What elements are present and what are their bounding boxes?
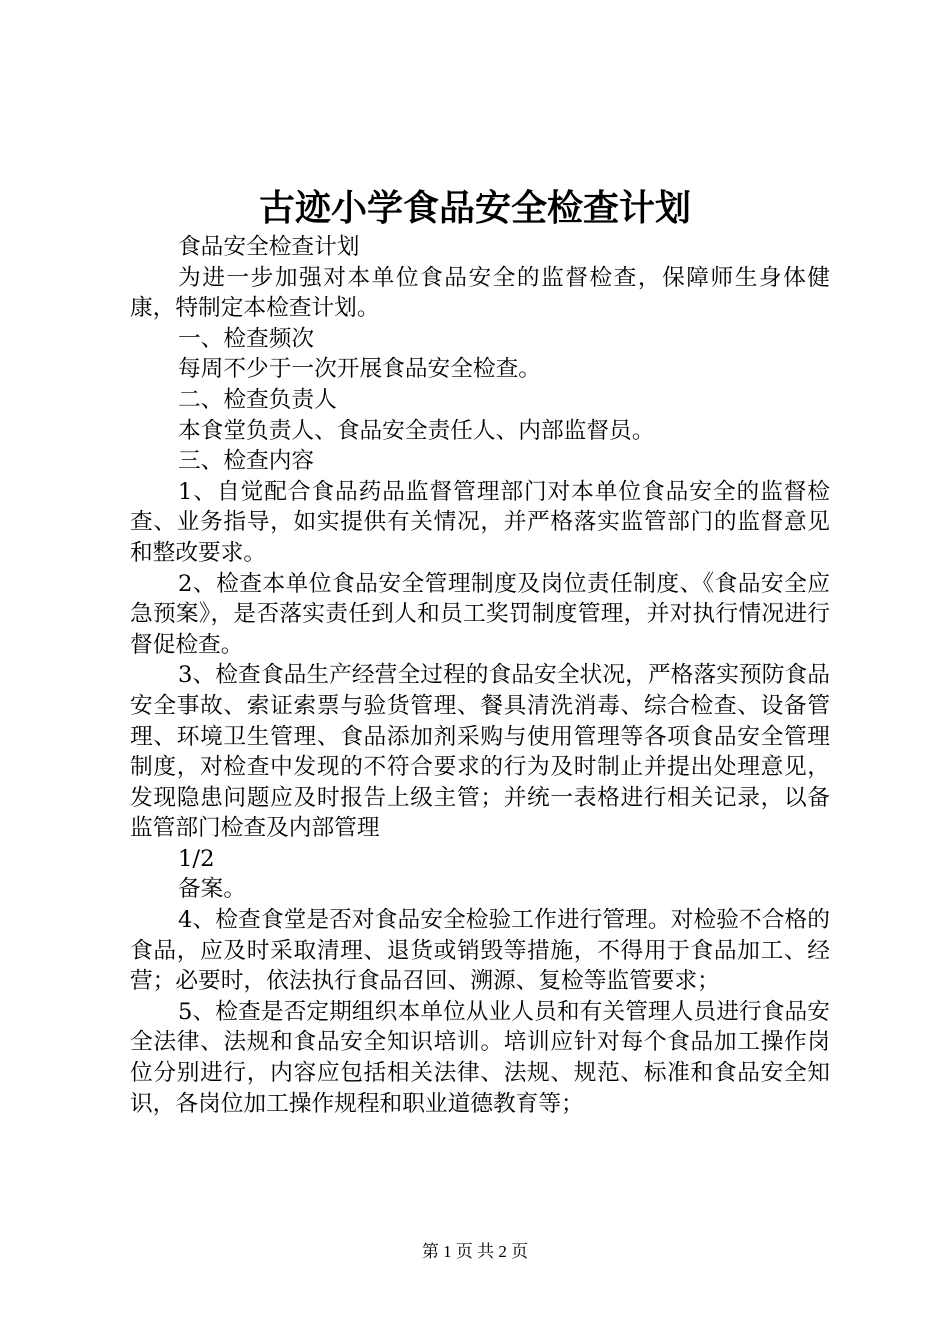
paragraph-subtitle: 食品安全检查计划 [178, 234, 360, 260]
paragraph-item-2: 2、检查本单位食品安全管理制度及岗位责任制度、《食品安全应急预案》，是否落实责任到人和员工奖罚制度管理，并对执行情况进行督促检查。 [130, 570, 830, 658]
paragraph-responsible: 本食堂负责人、食品安全责任人、内部监督员。 [178, 417, 655, 444]
document-body [130, 232, 830, 1119]
section-heading-content: 三、检查内容 [178, 448, 315, 475]
paragraph-frequency: 每周不少于一次开展食品安全检查。 [178, 356, 541, 383]
section-heading-responsible: 二、检查负责人 [178, 386, 337, 413]
paragraph-item-5: 5、检查是否定期组织本单位从业人员和有关管理人员进行食品安全法律、法规和食品安全知识培训。培训应针对每个食品加工操作岗位分别进行，内容应包括相关法律、法规、规范、标准和食品安全知识，各岗位加工操作规程和职业道德教育等； [130, 998, 830, 1117]
paragraph-item-1: 1、自觉配合食品药品监督管理部门对本单位食品安全的监督检查、业务指导，如实提供有关情况，并严格落实监管部门的监督意见和整改要求。 [130, 478, 830, 566]
page-footer [0, 1240, 950, 1264]
paragraph-item-3: 3、检查食品生产经营全过程的食品安全状况，严格落实预防食品安全事故、索证索票与验货管理、餐具清洗消毒、综合检查、设备管理、环境卫生管理、食品添加剂采购与使用管理等各项食品安全管理制度，对检查中发现的不符合要求的行为及时制止并提出处理意见，发现隐患问题应及时报告上级主管；并统一表格进行相关记录，以备监管部门检查及内部管理 [130, 662, 830, 842]
page-marker: 1/2 [178, 845, 215, 872]
paragraph-filing: 备案。 [178, 876, 247, 903]
paragraph-item-4: 4、检查食堂是否对食品安全检验工作进行管理。对检验不合格的食品，应及时采取清理、退货或销毁等措施，不得用于食品加工、经营；必要时，依法执行食品召回、溯源、复检等监管要求； [130, 907, 830, 995]
section-heading-frequency: 一、检查频次 [178, 325, 315, 352]
document-title: 古迹小学食品安全检查计划 [258, 188, 691, 229]
paragraph-intro: 为进一步加强对本单位食品安全的监督检查，保障师生身体健康，特制定本检查计划。 [130, 264, 830, 322]
page-number-label: 第 1 页 共 2 页 [421, 1242, 529, 1261]
